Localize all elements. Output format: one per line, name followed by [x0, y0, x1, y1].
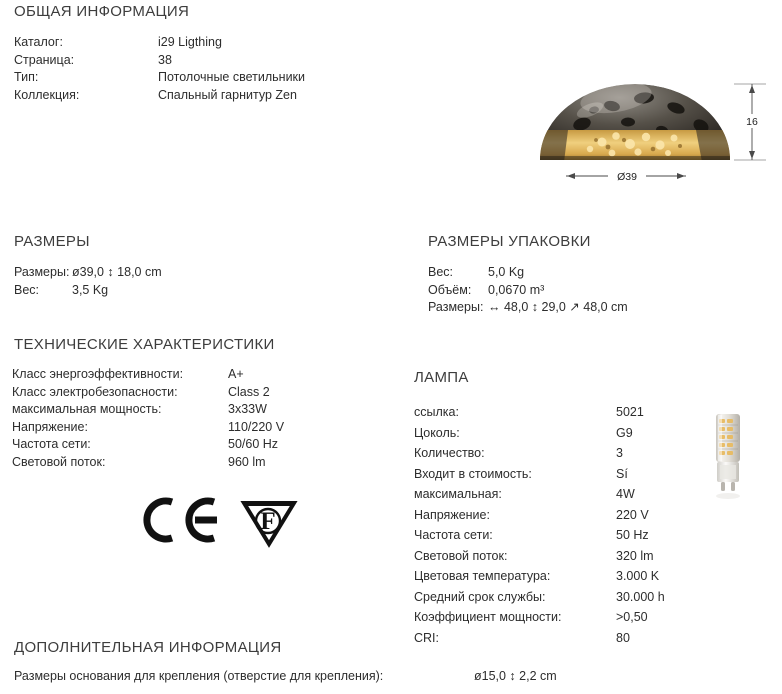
row-value: ø39,0 ↕ 18,0 cm	[72, 265, 162, 279]
dimensions-table	[14, 264, 162, 299]
row-value: 5,0 Kg	[488, 265, 525, 279]
table-row	[14, 264, 162, 282]
f-mark-icon	[244, 501, 294, 544]
row-value: 320 lm	[616, 548, 654, 563]
row-label: Световой поток:	[12, 454, 106, 469]
row-label: максимальная мощность:	[12, 402, 162, 417]
row-label: Класс энергоэффективности:	[12, 367, 184, 381]
table-row	[12, 401, 284, 419]
row-value: 30.000 h	[616, 589, 665, 604]
row-value: 5021	[616, 405, 644, 419]
table-row	[428, 264, 628, 282]
row-value: 110/220 V	[228, 419, 285, 434]
table-row	[414, 566, 665, 587]
table-row	[414, 505, 665, 526]
row-value: Class 2	[228, 384, 270, 399]
row-value: i29 Ligthing	[158, 35, 222, 49]
packaging-dimensions-heading: РАЗМЕРЫ УПАКОВКИ	[428, 233, 591, 250]
row-value: 38	[158, 52, 172, 67]
table-row	[12, 419, 284, 437]
general-information-heading: ОБЩАЯ ИНФОРМАЦИЯ	[14, 3, 190, 20]
table-row	[414, 546, 665, 567]
row-value: 960 lm	[228, 454, 266, 469]
row-value: 220 V	[616, 507, 649, 522]
row-value: 3,5 Kg	[72, 282, 109, 297]
row-value: ↔ 48,0 ↕ 29,0 ↗ 48,0 cm	[488, 300, 628, 315]
table-row	[414, 628, 665, 649]
row-label: Каталог:	[14, 35, 63, 49]
table-row	[414, 587, 665, 608]
row-value: Спальный гарнитур Zen	[158, 87, 297, 102]
table-row	[428, 299, 628, 317]
dimensions-heading: РАЗМЕРЫ	[14, 233, 90, 250]
svg-text:F: F	[260, 508, 276, 535]
bulb-pin	[731, 482, 735, 491]
table-row	[14, 52, 305, 70]
row-label: Средний срок службы:	[414, 589, 546, 604]
table-row	[14, 87, 305, 105]
row-value: 50 Hz	[616, 528, 649, 542]
table-row	[14, 668, 557, 686]
table-row	[12, 454, 284, 472]
technical-characteristics-table	[12, 366, 284, 472]
row-label: Тип:	[14, 70, 39, 85]
row-label: Вес:	[428, 265, 454, 279]
table-row	[12, 436, 284, 454]
table-row	[414, 423, 665, 444]
row-value: Потолочные светильники	[158, 70, 305, 85]
row-label: максимальная:	[414, 487, 502, 501]
row-label: Вес:	[14, 282, 40, 297]
row-value: 3	[616, 446, 623, 460]
additional-information-heading: ДОПОЛНИТЕЛЬНАЯ ИНФОРМАЦИЯ	[14, 639, 282, 656]
row-label: Цветовая температура:	[414, 569, 551, 583]
height-dimension-label: 16	[746, 116, 758, 128]
table-row	[14, 282, 162, 300]
g9-led-bulb-photo	[706, 406, 750, 502]
row-value: 80	[616, 630, 630, 645]
row-value: 0,0670 m³	[488, 282, 545, 297]
row-value: >0,50	[616, 610, 648, 624]
table-row	[428, 282, 628, 300]
lamp-table	[414, 402, 665, 648]
row-label: Размеры:	[14, 265, 70, 279]
lamp-dome-shade	[538, 78, 734, 162]
table-row	[414, 443, 665, 464]
table-row	[414, 607, 665, 628]
row-label: Входит в стоимость:	[414, 466, 532, 481]
row-label: Световой поток:	[414, 548, 508, 563]
lamp-heading: ЛАМПА	[414, 369, 469, 386]
row-value: 50/60 Hz	[228, 437, 279, 452]
row-value: A+	[228, 367, 244, 381]
additional-information-table	[14, 668, 557, 686]
table-row	[12, 384, 284, 402]
row-label: Цоколь:	[414, 425, 460, 440]
row-value: 3.000 K	[616, 569, 660, 583]
general-information-table	[14, 34, 305, 104]
technical-characteristics-heading: ТЕХНИЧЕСКИЕ ХАРАКТЕРИСТИКИ	[14, 336, 275, 353]
table-row	[414, 464, 665, 485]
width-dimension-label: Ø39	[617, 171, 637, 183]
certification-marks	[138, 492, 298, 548]
bulb-pin	[721, 482, 725, 491]
packaging-dimensions-table	[428, 264, 628, 317]
row-value: 4W	[616, 487, 635, 501]
row-label: Объём:	[428, 282, 472, 297]
row-label: Коэффициент мощности:	[414, 610, 562, 624]
product-drawing	[520, 52, 782, 198]
row-label: ссылка:	[414, 405, 459, 419]
table-row	[414, 484, 665, 505]
row-label: Размеры:	[428, 300, 484, 315]
row-label: Класс электробезопасности:	[12, 384, 178, 399]
row-label: Частота сети:	[12, 437, 91, 452]
table-row	[14, 34, 305, 52]
row-value: G9	[616, 425, 633, 440]
row-label: Коллекция:	[14, 87, 80, 102]
row-label: Частота сети:	[414, 528, 493, 542]
row-label: Размеры основания для крепления (отверстие для крепления):	[14, 669, 384, 683]
row-label: Напряжение:	[12, 419, 88, 434]
table-row	[14, 69, 305, 87]
row-label: Количество:	[414, 446, 485, 460]
table-row	[12, 366, 284, 384]
ce-mark-bar	[195, 517, 217, 524]
row-label: CRI:	[414, 630, 439, 645]
row-value: 3x33W	[228, 402, 267, 417]
row-value: ø15,0 ↕ 2,2 cm	[474, 669, 557, 683]
row-label: Напряжение:	[414, 507, 490, 522]
row-value: Sí	[616, 466, 628, 481]
table-row	[414, 402, 665, 423]
table-row	[414, 525, 665, 546]
row-label: Страница:	[14, 52, 75, 67]
